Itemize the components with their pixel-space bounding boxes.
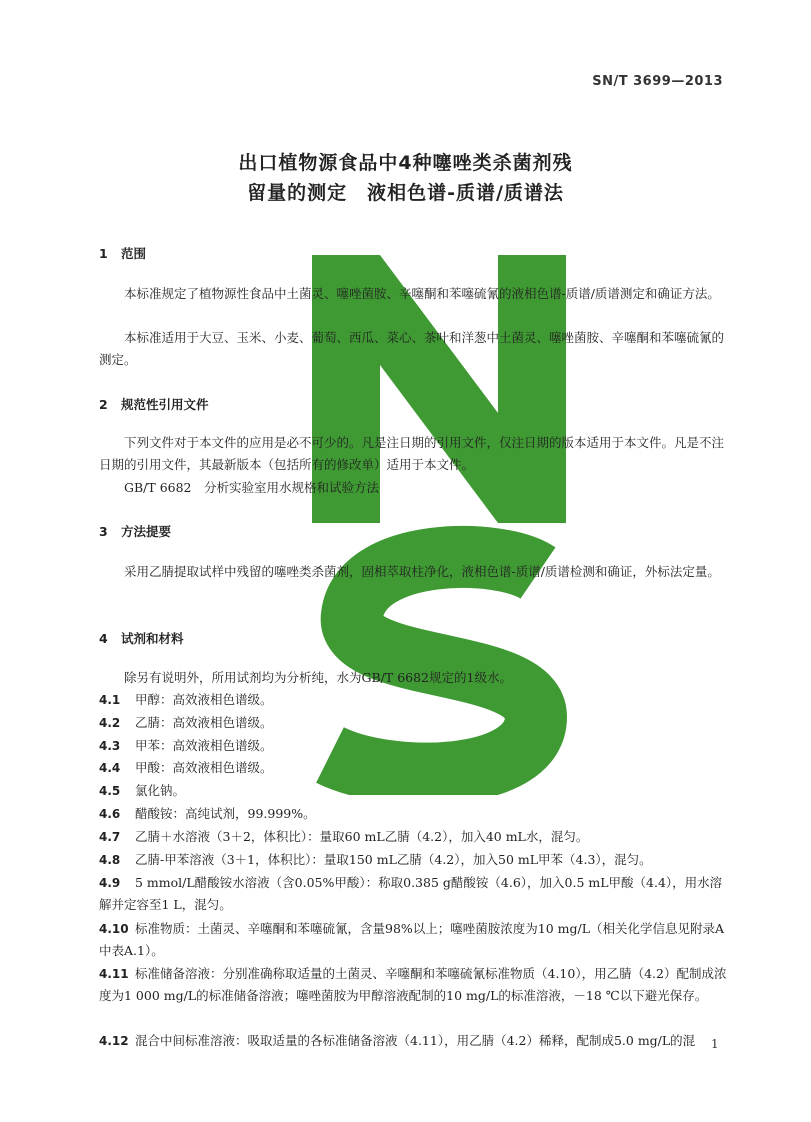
section-number: 4 — [99, 631, 108, 646]
section-heading-references — [99, 395, 209, 413]
item-text: 乙腈-甲苯溶液（3＋1，体积比）：量取150 mL乙腈（4.2），加入50 mL甲苯（4.3），混匀。 — [135, 852, 652, 867]
list-item — [99, 712, 731, 734]
list-item — [99, 689, 731, 711]
list-item — [99, 849, 731, 871]
section-title: 试剂和材料 — [121, 631, 184, 646]
section-number: 3 — [99, 524, 108, 539]
document-title-line1: 出口植物源食品中4种噻唑类杀菌剂残 — [238, 152, 573, 174]
item-number: 4.5 — [99, 784, 121, 798]
section-heading-scope — [99, 244, 146, 262]
item-number: 4.10 — [99, 922, 129, 936]
item-number: 4.1 — [99, 693, 121, 707]
paragraph: 下列文件对于本文件的应用是必不可少的。凡是注日期的引用文件，仅注日期的版本适用于本文件。凡是不注日期的引用文件，其最新版本（包括所有的修改单）适用于本文件。 — [99, 435, 725, 472]
standard-code: SN/T 3699—2013 — [592, 74, 723, 89]
paragraph: 本标准适用于大豆、玉米、小麦、葡萄、西瓜、菜心、茶叶和洋葱中土菌灵、噻唑菌胺、辛噻酮和苯噻硫氰的测定。 — [99, 330, 725, 367]
section-heading-reagents — [99, 629, 184, 647]
item-text: 标准物质：土菌灵、辛噻酮和苯噻硫氰，含量98%以上；噻唑菌胺浓度为10 mg/L（相关化学信息见附录A中表A.1）。 — [99, 921, 725, 958]
list-item — [99, 826, 731, 848]
list-item — [99, 803, 731, 825]
list-item — [99, 918, 731, 962]
list-item — [99, 780, 731, 802]
item-number: 4.9 — [99, 876, 121, 890]
item-text: 混合中间标准溶液：吸取适量的各标准储备溶液（4.11），用乙腈（4.2）稀释，配制成5.0 mg/L的混 — [135, 1033, 696, 1048]
item-number: 4.11 — [99, 967, 129, 981]
paragraph: 本标准规定了植物源性食品中土菌灵、噻唑菌胺、辛噻酮和苯噻硫氰的液相色谱-质谱/质谱测定和确证方法。 — [124, 286, 720, 301]
item-number: 4.8 — [99, 853, 121, 867]
list-item — [99, 1030, 731, 1052]
item-text: 乙腈：高效液相色谱级。 — [135, 715, 273, 730]
item-number: 4.12 — [99, 1034, 129, 1048]
item-text: 乙腈＋水溶液（3＋2，体积比）：量取60 mL乙腈（4.2），加入40 mL水，混匀。 — [135, 829, 589, 844]
section-heading-principle — [99, 522, 171, 540]
item-number: 4.4 — [99, 761, 121, 775]
page-number: 1 — [711, 1037, 719, 1051]
item-text: 甲酸：高效液相色谱级。 — [135, 760, 273, 775]
item-text: 醋酸铵：高纯试剂，99.999%。 — [135, 806, 316, 821]
section-title: 范围 — [121, 246, 147, 261]
item-text: 甲醇：高效液相色谱级。 — [135, 692, 273, 707]
item-number: 4.6 — [99, 807, 121, 821]
paragraph: 除另有说明外，所用试剂均为分析纯，水为GB/T 6682规定的1级水。 — [124, 670, 512, 685]
item-number: 4.3 — [99, 739, 121, 753]
section-number: 2 — [99, 397, 108, 412]
paragraph: 采用乙腈提取试样中残留的噻唑类杀菌剂，固相萃取柱净化，液相色谱-质谱/质谱检测和确证，外标法定量。 — [124, 564, 720, 579]
list-item — [99, 963, 731, 1007]
list-item — [99, 735, 731, 757]
reference-item: GB/T 6682 分析实验室用水规格和试验方法 — [124, 480, 380, 495]
section-title: 方法提要 — [121, 524, 172, 539]
list-item — [99, 757, 731, 779]
item-text: 氯化钠。 — [135, 783, 186, 798]
item-text: 5 mmol/L醋酸铵水溶液（含0.05%甲酸）：称取0.385 g醋酸铵（4.6），加入0.5 mL甲酸（4.4），用水溶解并定容至1 L，混匀。 — [99, 875, 723, 912]
item-text: 标准储备溶液：分别准确称取适量的土菌灵、辛噻酮和苯噻硫氰标准物质（4.10），用乙腈（4.2）配制成浓度为1 000 mg/L的标准储备溶液；噻唑菌胺为甲醇溶液配制的10 mg/L的标准溶液，－18 ℃以下避光保存。 — [99, 966, 727, 1003]
section-number: 1 — [99, 246, 108, 261]
list-item — [99, 872, 731, 916]
item-text: 甲苯：高效液相色谱级。 — [135, 738, 273, 753]
document-title-line2: 留量的测定 液相色谱-质谱/质谱法 — [247, 182, 564, 204]
section-title: 规范性引用文件 — [121, 397, 209, 412]
item-number: 4.2 — [99, 716, 121, 730]
item-number: 4.7 — [99, 830, 121, 844]
